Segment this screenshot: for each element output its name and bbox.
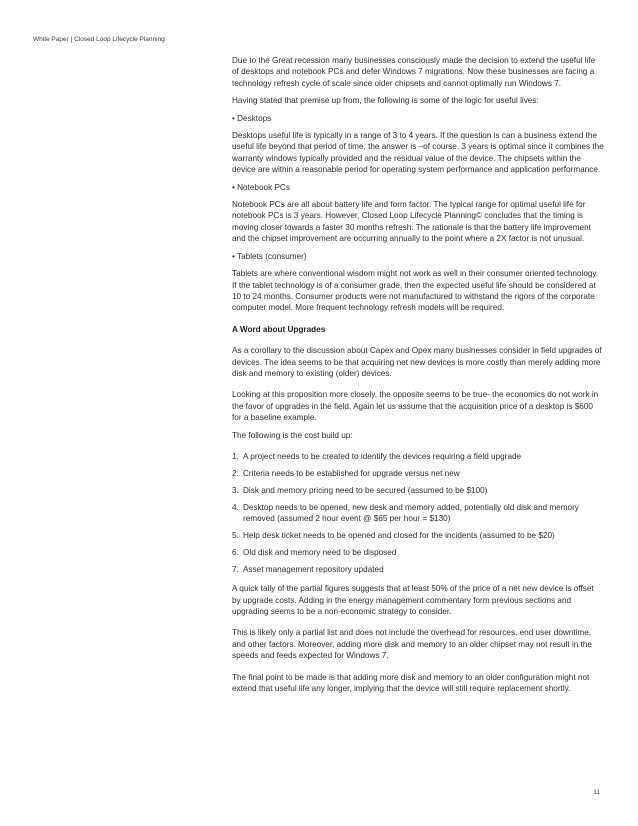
paragraph-tally: A quick tally of the partial figures suggests that at least 50% of the price of a net new device is offset by upgrade costs. Adding in the energy management commentary form previous sections and upgrading seems to be a non-economic strategy to consider.	[232, 584, 594, 617]
section-heading-upgrades: A Word about Upgrades	[232, 324, 326, 334]
list-item: 6. Old disk and memory need to be disposed	[232, 547, 397, 557]
page-body	[232, 55, 604, 700]
paragraph-tablets: Tablets are where conventional wisdom might not work as well in their consumer oriented technology. If the tablet technology is of a consumer grade, then the expected useful life should be considered at 10 to 24 months. Consumer products were not manufactured to withstand the rigors of the corporate computer model. More frequent technology refresh models will be required.	[232, 269, 599, 313]
bullet-desktops: • Desktops	[232, 113, 272, 123]
paragraph-cost-intro: The following is the cost build up:	[232, 430, 353, 440]
paragraph-notebooks: Notebook PCs are all about battery life and form factor. The typical range for optimal useful life for notebook PCs is 3 years. However, Closed Loop Lifecycle Planning© concludes that the timing is moving closer towards a faster 30 months refresh. The rationale is that the battery life improvement and the chipset improvement are occurring annually to the point where a 2X factor is not unusual.	[232, 200, 591, 244]
list-item: 1. A project needs to be created to identify the devices requiring a field upgrade	[232, 451, 522, 461]
list-item: 3. Disk and memory pricing need to be secured (assumed to be $100)	[232, 485, 488, 495]
cost-list	[232, 451, 604, 575]
paragraph-corollary: As a corollary to the discussion about Capex and Opex many businesses consider in field upgrades of devices. The idea seems to be that acquiring net new devices is more costly than merely adding more disk and memory to existing (older) devices.	[232, 346, 602, 378]
bullet-notebooks: • Notebook PCs	[232, 182, 290, 192]
page-number: 11	[593, 789, 600, 796]
running-header: White Paper | Closed Loop Lifecycle Planning	[33, 36, 165, 43]
paragraph-proposition: Looking at this proposition more closely, the opposite seems to be true- the economics do not work in the favor of upgrades in the field. Again let us assume that the acquisition price of a desktop is $600 for a baseline example.	[232, 390, 599, 423]
paragraph-premise: Having stated that premise up from, the following is some of the logic for useful lives:	[232, 96, 539, 106]
list-item: 5. Help desk ticket needs to be opened and closed for the incidents (assumed to be $20)	[232, 531, 555, 540]
paragraph-final-point: The final point to be made is that adding more disk and memory to an older configuration might not extend that useful life any longer, implying that the device will still require replacement shortly.	[232, 672, 590, 694]
bullet-tablets: • Tablets (consumer)	[232, 251, 307, 261]
list-item: 7. Asset management repository updated	[232, 564, 384, 574]
paragraph-recession: Due to the Great recession many businesses consciously made the decision to extend the useful life of desktops and notebook PCs and defer Windows 7 migrations. Now these businesses are facing a technology refresh cycle of scale since older chipsets and cannot optimally run Windows 7.	[232, 56, 596, 88]
paragraph-partial-list: This is likely only a partial list and does not include the overhead for resources, end user downtime, and other factors. Moreover, adding more disk and memory to an older chipset may not result in the speeds and feeds expected for Windows 7.	[232, 628, 592, 661]
list-item: 4. Desktop needs to be opened, new desk and memory added, potentially old disk and memory removed (assumed 2 hour event @ $65 per hour = $130)	[232, 502, 579, 524]
paragraph-desktops: Desktops useful life is typically in a range of 3 to 4 years. If the question is can a business extend the useful life beyond that period of time, the answer is –of course. 3 years is optimal since it combines the warranty windows typically provided and the residual value of the device. The chipsets within the device are within a reasonable period for operating system performance and application performance.	[232, 131, 604, 175]
list-item: 2. Criteria needs to be established for upgrade versus net new	[232, 468, 460, 478]
